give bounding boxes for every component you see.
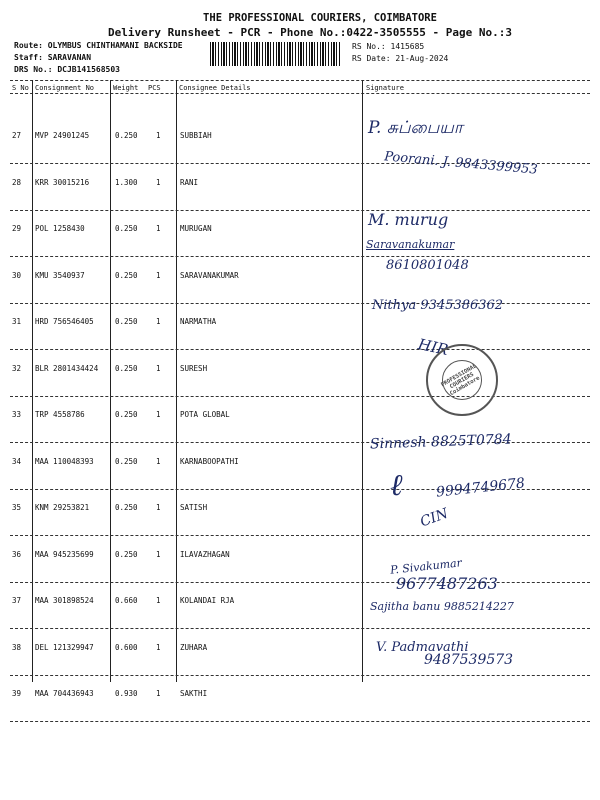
runsheet-title: Delivery Runsheet - PCR - Phone No.:0422-3505555 - Page No.:3 — [108, 26, 512, 39]
cell-pcs: 1 — [156, 363, 161, 373]
cell-pcs: 1 — [156, 317, 161, 326]
cell-pcs: 1 — [156, 177, 161, 187]
cell-consignment: BLR 2801434424 — [35, 363, 99, 373]
drs-label: DRS No.: DCJB141568503 — [14, 65, 120, 74]
cell-pcs: 1 — [156, 270, 161, 280]
cell-consignee: SARAVANAKUMAR — [180, 270, 239, 280]
rs-date: RS Date: 21-Aug-2024 — [352, 54, 449, 63]
cell-consignee: KOLANDAI RJA — [180, 596, 235, 605]
cell-consignment: POL 1258430 — [35, 224, 85, 233]
cell-consignee: RANI — [180, 177, 199, 187]
stamp-text: PROFESSIONAL COURIERS Coimbatore — [440, 363, 481, 398]
signature-29: M. murug — [368, 210, 449, 229]
col-header-sno: S No — [12, 84, 29, 92]
signature-32: HIR — [416, 335, 450, 359]
row-divider — [10, 256, 590, 257]
header-rule — [10, 93, 590, 94]
staff-label: Staff: SARAVANAN — [14, 53, 92, 62]
cell-weight: 0.250 — [115, 456, 138, 466]
row-divider — [10, 675, 590, 676]
column-divider — [362, 80, 363, 682]
cell-weight: 0.660 — [115, 596, 138, 605]
cell-weight: 0.250 — [115, 224, 138, 233]
cell-consignment: HRD 756546405 — [35, 317, 94, 326]
cell-pcs: 1 — [156, 549, 161, 559]
cell-sno: 38 — [12, 642, 22, 652]
company-title: THE PROFESSIONAL COURIERS, COIMBATORE — [203, 12, 437, 24]
row-divider — [10, 535, 590, 536]
cell-consignee: POTA GLOBAL — [180, 410, 230, 419]
signature-39-phone: 9487539573 — [424, 652, 514, 668]
signature-30-phone: 8610801048 — [386, 258, 469, 273]
cell-sno: 28 — [12, 177, 22, 187]
cell-consignee: KARNABOOPATHI — [180, 456, 239, 466]
cell-sno: 36 — [12, 549, 22, 559]
cell-consignee: SUBBIAH — [180, 131, 212, 140]
cell-pcs: 1 — [156, 642, 161, 652]
signature-34: Sinnesh 8825T0784 — [369, 431, 512, 453]
cell-pcs: 1 — [156, 131, 161, 140]
cell-weight: 0.250 — [115, 410, 138, 419]
barcode — [210, 42, 340, 66]
cell-consignment: MAA 704436943 — [35, 689, 94, 698]
cell-weight: 0.250 — [115, 270, 138, 280]
cell-weight: 0.250 — [115, 549, 138, 559]
signature-28: Poorani. J. 9843399953 — [383, 149, 539, 178]
row-divider — [10, 210, 590, 211]
signature-27: P. சுப்பையா — [368, 118, 463, 138]
cell-consignee: MURUGAN — [180, 224, 212, 233]
cell-weight: 0.930 — [115, 689, 138, 698]
cell-sno: 33 — [12, 410, 22, 419]
cell-sno: 31 — [12, 317, 22, 326]
cell-consignment: MVP 24901245 — [35, 131, 90, 140]
cell-weight: 0.250 — [115, 503, 138, 512]
col-header-signature: Signature — [366, 84, 404, 92]
table-top-rule — [10, 80, 590, 81]
cell-sno: 37 — [12, 596, 22, 605]
cell-sno: 27 — [12, 131, 22, 140]
signature-36: CIN — [418, 505, 451, 531]
cell-pcs: 1 — [156, 689, 161, 698]
cell-pcs: 1 — [156, 596, 161, 605]
cell-consignment: KMU 3540937 — [35, 270, 85, 280]
cell-sno: 39 — [12, 689, 22, 698]
cell-pcs: 1 — [156, 456, 161, 466]
cell-consignment: KNM 29253821 — [35, 503, 90, 512]
cell-sno: 35 — [12, 503, 22, 512]
signature-35-mark: ℓ — [390, 468, 403, 503]
cell-consignment: MAA 945235699 — [35, 549, 94, 559]
row-divider — [10, 628, 590, 629]
cell-pcs: 1 — [156, 503, 161, 512]
cell-consignee: SAKTHI — [180, 689, 208, 698]
col-header-consignment: Consignment No — [35, 84, 95, 92]
cell-consignee: SATISH — [180, 503, 208, 512]
signature-30: Saravanakumar — [366, 238, 455, 251]
cell-consignment: TRP 4558786 — [35, 410, 85, 419]
cell-weight: 0.600 — [115, 642, 138, 652]
cell-sno: 34 — [12, 456, 22, 466]
col-header-weight: Weight — [113, 84, 139, 92]
route-label: Route: OLYMBUS CHINTHAMANI BACKSIDE — [14, 41, 183, 50]
cell-consignee: ILAVAZHAGAN — [180, 549, 230, 559]
cell-weight: 0.250 — [115, 317, 138, 326]
cell-weight: 0.250 — [115, 363, 138, 373]
cell-consignment: MAA 110048393 — [35, 456, 94, 466]
cell-sno: 29 — [12, 224, 22, 233]
cell-consignee: ZUHARA — [180, 642, 208, 652]
rs-number: RS No.: 1415685 — [352, 42, 425, 51]
col-header-pcs: PCS — [148, 84, 161, 92]
cell-consignment: DEL 121329947 — [35, 642, 94, 652]
signature-37: P. Sivakumar — [389, 556, 463, 577]
signature-31: Nithya 9345386362 — [372, 298, 504, 313]
column-divider — [32, 80, 33, 682]
signature-39: V. Padmavathi — [376, 640, 469, 655]
row-divider — [10, 396, 590, 397]
cell-weight: 0.250 — [115, 131, 138, 140]
cell-sno: 32 — [12, 363, 22, 373]
cell-consignment: KRR 30015216 — [35, 177, 90, 187]
cell-sno: 30 — [12, 270, 22, 280]
column-divider — [176, 80, 177, 682]
signature-37-phone: 9677487263 — [396, 574, 498, 593]
cell-consignment: MAA 301898524 — [35, 596, 94, 605]
cell-consignee: NARMATHA — [180, 317, 217, 326]
row-divider — [10, 721, 590, 722]
cell-pcs: 1 — [156, 224, 161, 233]
row-divider — [10, 582, 590, 583]
company-seal-stamp — [426, 344, 498, 416]
cell-pcs: 1 — [156, 410, 161, 419]
column-divider — [110, 80, 111, 682]
signature-35: 9994749678 — [435, 475, 526, 501]
col-header-consignee: Consignee Details — [179, 84, 251, 92]
signature-38: Sajitha banu 9885214227 — [370, 600, 514, 613]
row-divider — [10, 349, 590, 350]
cell-consignee: SURESH — [180, 363, 208, 373]
cell-weight: 1.300 — [115, 177, 138, 187]
